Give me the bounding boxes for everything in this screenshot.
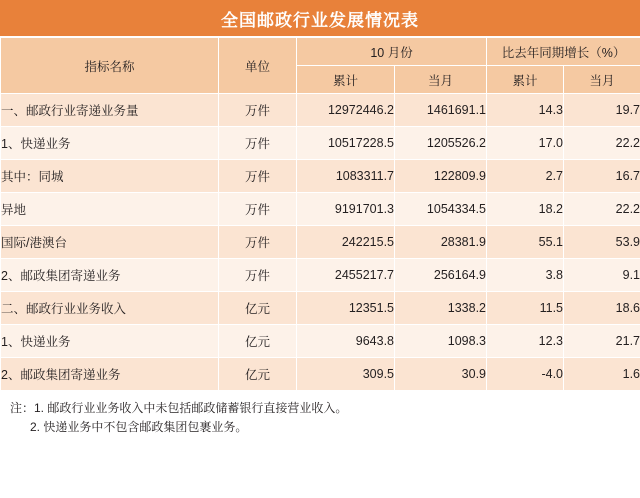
page-title: 全国邮政行业发展情况表	[221, 10, 419, 30]
header-current-month: 当月	[395, 66, 487, 94]
row-growth-current: 16.7	[564, 160, 640, 193]
row-growth-cumulative: -4.0	[487, 358, 564, 391]
row-growth-cumulative: 3.8	[487, 259, 564, 292]
table-row	[1, 94, 640, 127]
row-cumulative: 2455217.7	[297, 259, 395, 292]
row-unit: 万件	[219, 94, 297, 127]
row-growth-cumulative: 12.3	[487, 325, 564, 358]
note-line-1: 注：1. 邮政行业业务收入中未包括邮政储蓄银行直接营业收入。	[10, 401, 348, 415]
table-row	[1, 325, 640, 358]
row-growth-current: 1.6	[564, 358, 640, 391]
row-indicator: 2、邮政集团寄递业务	[1, 358, 219, 391]
row-unit: 万件	[219, 259, 297, 292]
header-month-group: 10 月份	[297, 38, 487, 66]
row-indicator: 异地	[1, 193, 219, 226]
header-growth-current-month: 当月	[564, 66, 640, 94]
row-unit: 亿元	[219, 292, 297, 325]
row-current: 122809.9	[395, 160, 487, 193]
table-row	[1, 127, 640, 160]
table-header	[1, 38, 640, 94]
row-indicator: 一、邮政行业寄递业务量	[1, 94, 219, 127]
row-growth-cumulative: 11.5	[487, 292, 564, 325]
header-cumulative: 累计	[297, 66, 395, 94]
header-indicator: 指标名称	[1, 38, 219, 94]
table-body	[1, 94, 640, 391]
table-title-bar	[0, 0, 640, 37]
row-current: 1205526.2	[395, 127, 487, 160]
row-cumulative: 1083311.7	[297, 160, 395, 193]
row-unit: 亿元	[219, 325, 297, 358]
row-cumulative: 12972446.2	[297, 94, 395, 127]
header-growth-cumulative: 累计	[487, 66, 564, 94]
row-indicator: 其中：同城	[1, 160, 219, 193]
row-cumulative: 9643.8	[297, 325, 395, 358]
row-growth-cumulative: 17.0	[487, 127, 564, 160]
note-line-2: 2. 快递业务中不包含邮政集团包裹业务。	[30, 419, 248, 434]
row-current: 28381.9	[395, 226, 487, 259]
row-indicator: 二、邮政行业业务收入	[1, 292, 219, 325]
row-growth-current: 22.2	[564, 193, 640, 226]
row-cumulative: 10517228.5	[297, 127, 395, 160]
row-current: 1054334.5	[395, 193, 487, 226]
table-notes	[0, 391, 640, 436]
row-indicator: 国际/港澳台	[1, 226, 219, 259]
row-cumulative: 12351.5	[297, 292, 395, 325]
header-unit: 单位	[219, 38, 297, 94]
row-unit: 万件	[219, 193, 297, 226]
row-growth-current: 19.7	[564, 94, 640, 127]
row-current: 30.9	[395, 358, 487, 391]
row-current: 1461691.1	[395, 94, 487, 127]
header-row-top	[1, 38, 640, 66]
row-growth-current: 22.2	[564, 127, 640, 160]
row-current: 256164.9	[395, 259, 487, 292]
row-cumulative: 242215.5	[297, 226, 395, 259]
row-growth-current: 53.9	[564, 226, 640, 259]
postal-industry-table	[0, 37, 640, 391]
row-unit: 万件	[219, 127, 297, 160]
row-growth-cumulative: 14.3	[487, 94, 564, 127]
row-growth-cumulative: 18.2	[487, 193, 564, 226]
table-row	[1, 358, 640, 391]
row-unit: 亿元	[219, 358, 297, 391]
table-row	[1, 226, 640, 259]
row-unit: 万件	[219, 226, 297, 259]
row-current: 1098.3	[395, 325, 487, 358]
table-row	[1, 193, 640, 226]
row-growth-current: 18.6	[564, 292, 640, 325]
row-cumulative: 309.5	[297, 358, 395, 391]
row-indicator: 1、快递业务	[1, 325, 219, 358]
row-cumulative: 9191701.3	[297, 193, 395, 226]
row-growth-current: 9.1	[564, 259, 640, 292]
row-unit: 万件	[219, 160, 297, 193]
row-growth-cumulative: 2.7	[487, 160, 564, 193]
row-current: 1338.2	[395, 292, 487, 325]
table-row	[1, 292, 640, 325]
row-growth-cumulative: 55.1	[487, 226, 564, 259]
row-indicator: 1、快递业务	[1, 127, 219, 160]
header-growth-group: 比去年同期增长（%）	[487, 38, 640, 66]
table-row	[1, 160, 640, 193]
row-growth-current: 21.7	[564, 325, 640, 358]
table-row	[1, 259, 640, 292]
row-indicator: 2、邮政集团寄递业务	[1, 259, 219, 292]
